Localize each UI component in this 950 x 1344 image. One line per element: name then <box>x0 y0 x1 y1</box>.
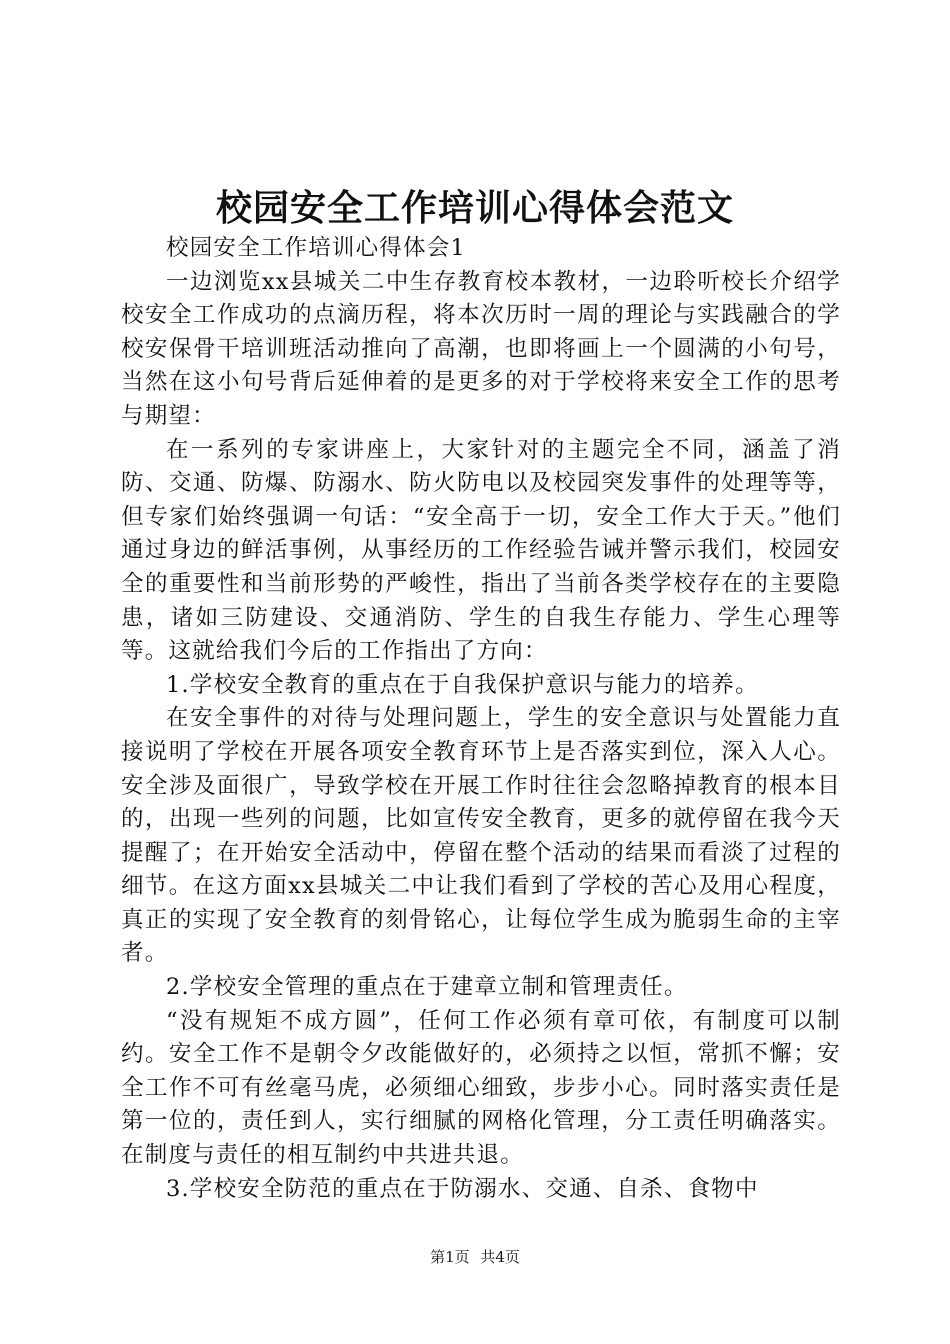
paragraph: 在一系列的专家讲座上，大家针对的主题完全不同，涵盖了消防、交通、防爆、防溺水、防火防电以及校园突发事件的处理等等，但专家们始终强调一句话：“安全高于一切，安全工作大于天。”他们通过身边的鲜活事例，从事经历的工作经验告诫并警示我们，校园安全的重要性和当前形势的严峻性，指出了当前各类学校存在的主要隐患，诸如三防建设、交通消防、学生的自我生存能力、学生心理等等。这就给我们今后的工作指出了方向： <box>121 436 841 665</box>
document-title: 校园安全工作培训心得体会范文 <box>215 187 734 229</box>
document-body <box>121 232 841 1206</box>
numbered-point: 1.学校安全教育的重点在于自我保护意识与能力的培养。 <box>166 671 759 698</box>
page-footer <box>0 1247 950 1267</box>
page-total: 共4页 <box>480 1248 520 1266</box>
numbered-point: 3.学校安全防范的重点在于防溺水、交通、自杀、食物中 <box>166 1175 759 1202</box>
paragraph: 在安全事件的对待与处理问题上，学生的安全意识与处置能力直接说明了学校在开展各项安全教育环节上是否落实到位，深入人心。安全涉及面很广，导致学校在开展工作时往往会忽略掉教育的根本目的，出现一些列的问题，比如宣传安全教育，更多的就停留在我今天提醒了；在开始安全活动中，停留在整个活动的结果而看淡了过程的细节。在这方面xx县城关二中让我们看到了学校的苦心及用心程度，真正的实现了安全教育的刻骨铭心，让每位学生成为脆弱生命的主宰者。 <box>121 705 841 967</box>
numbered-point: 2.学校安全管理的重点在于建章立制和管理责任。 <box>166 974 688 1001</box>
page-number: 第1页 <box>430 1248 470 1266</box>
section-heading: 校园安全工作培训心得体会1 <box>166 235 466 261</box>
paragraph: 一边浏览xx县城关二中生存教育校本教材，一边聆听校长介绍学校安全工作成功的点滴历程，将本次历时一周的理论与实践融合的学校安保骨干培训班活动推向了高潮，也即将画上一个圆满的小句号，当然在这小句号背后延伸着的是更多的对于学校将来安全工作的思考与期望： <box>121 268 841 429</box>
paragraph: “没有规矩不成方圆”，任何工作必须有章可依，有制度可以制约。安全工作不是朝令夕改能做好的，必须持之以恒，常抓不懈；安全工作不可有丝毫马虎，必须细心细致，步步小心。同时落实责任是第一位的，责任到人，实行细腻的网格化管理，分工责任明确落实。在制度与责任的相互制约中共进共退。 <box>121 1007 841 1169</box>
